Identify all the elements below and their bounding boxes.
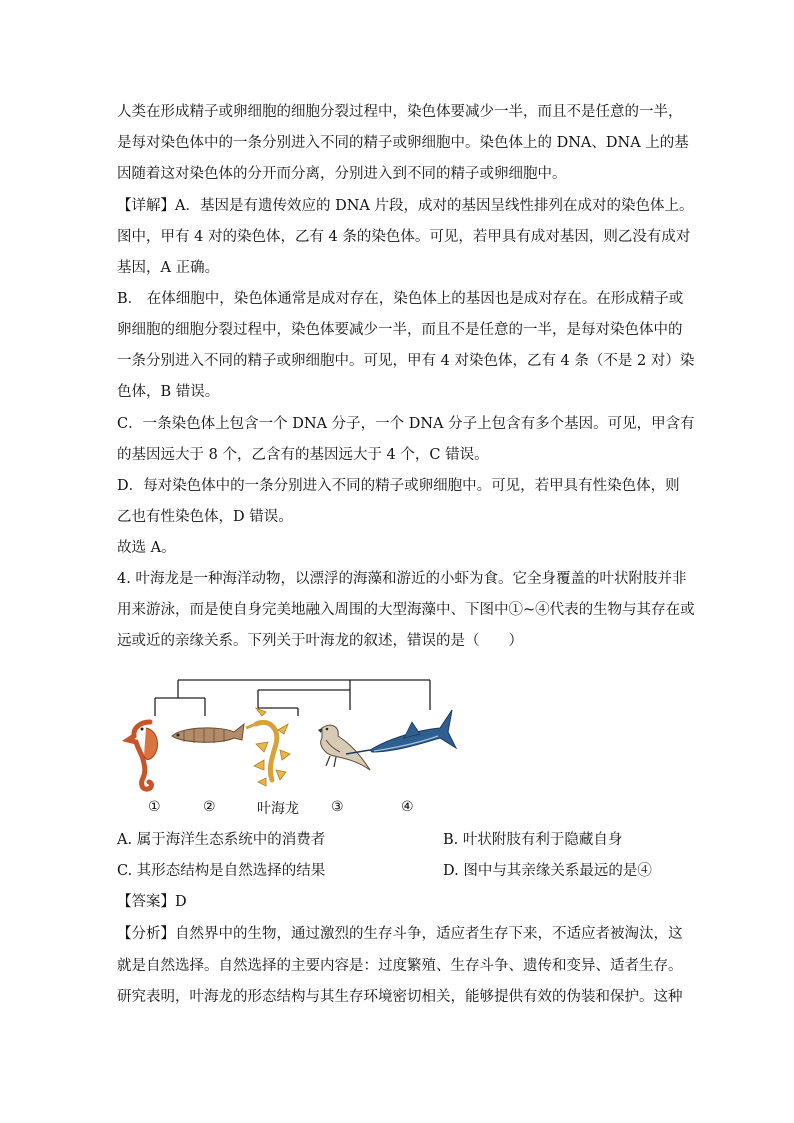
paragraph-line: 是每对染色体中的一条分别进入不同的精子或卵细胞中。染色体上的 DNA、DNA 上的基 [117, 135, 689, 151]
figure-label: ① [148, 799, 161, 815]
paragraph-line: 人类在形成精子或卵细胞的细胞分裂过程中，染色体要减少一半，而且不是任意的一半， [117, 104, 683, 120]
paragraph-line: B． 在体细胞中，染色体通常是成对存在，染色体上的基因也是成对存在。在形成精子或 [117, 291, 684, 307]
bird-icon [318, 725, 370, 770]
paragraph-line: 基因，A 正确。 [117, 260, 220, 276]
marlin-icon [346, 710, 456, 754]
paragraph-line: 故选 A。 [117, 540, 176, 556]
paragraph-line: C．一条染色体上包含一个 DNA 分子，一个 DNA 分子上包含有多个基因。可见，甲含有 [117, 416, 695, 432]
paragraph-line: 的基因远大于 8 个，乙含有的基因远大于 4 个，C 错误。 [117, 447, 489, 463]
question-stem-line: 用来游泳，而是使自身完美地融入周围的大型海藻中、下图中①~④代表的生物与其存在或 [117, 602, 695, 618]
answer-line: 【答案】D [117, 894, 187, 910]
question-stem-line: 4. 叶海龙是一种海洋动物，以漂浮的海藻和游近的小虾为食。它全身覆盖的叶状附肢并非 [117, 571, 687, 587]
figure-label: ② [203, 799, 216, 815]
paragraph-line: 卵细胞的细胞分裂过程中，染色体要减少一半，而且不是任意的一半，是每对染色体中的 [117, 322, 683, 338]
figure-label: ④ [401, 799, 414, 815]
paragraph-line: 因随着这对染色体的分开而分离，分别进入到不同的精子或卵细胞中。 [117, 166, 567, 182]
paragraph-line: 一条分别进入不同的精子或卵细胞中。可见，甲有 4 对染色体，乙有 4 条（不是 2 对）染 [117, 353, 695, 369]
paragraph-line: 【详解】A．基因是有遗传效应的 DNA 片段，成对的基因呈线性排列在成对的染色体上。 [117, 198, 694, 214]
option-d: D. 图中与其亲缘关系最远的是④ [443, 863, 652, 879]
paragraph-line: 图中，甲有 4 对的染色体，乙有 4 条的染色体。可见，若甲具有成对基因，则乙没有成对 [117, 229, 691, 245]
analysis-line: 就是自然选择。自然选择的主要内容是：过度繁殖、生存斗争、遗传和变异、适者生存。 [117, 958, 683, 974]
leafy-seadragon-icon [246, 708, 290, 786]
paragraph-line: D．每对染色体中的一条分别进入不同的精子或卵细胞中。可见，若甲具有性染色体，则 [117, 478, 680, 494]
seahorse-icon [128, 722, 158, 789]
paragraph-line: 色体，B 错误。 [117, 384, 220, 400]
question-stem-line: 远或近的亲缘关系。下列关于叶海龙的叙述，错误的是（ ） [117, 633, 523, 649]
figure-label: 叶海龙 [257, 801, 299, 817]
paragraph-line: 乙也有性染色体，D 错误。 [117, 509, 293, 525]
option-b: B. 叶状附肢有利于隐藏自身 [443, 832, 623, 848]
option-a: A. 属于海洋生态系统中的消费者 [117, 832, 326, 848]
analysis-line: 【分析】自然界中的生物，通过激烈的生存斗争，适应者生存下来，不适应者被淘汰，这 [117, 926, 683, 942]
tree-branches [155, 680, 430, 716]
option-c: C. 其形态结构是自然选择的结果 [117, 863, 326, 879]
analysis-line: 研究表明，叶海龙的形态结构与其生存环境密切相关，能够提供有效的伪装和保护。这种 [117, 989, 683, 1005]
fish-icon [172, 724, 244, 743]
figure-label: ③ [331, 799, 344, 815]
